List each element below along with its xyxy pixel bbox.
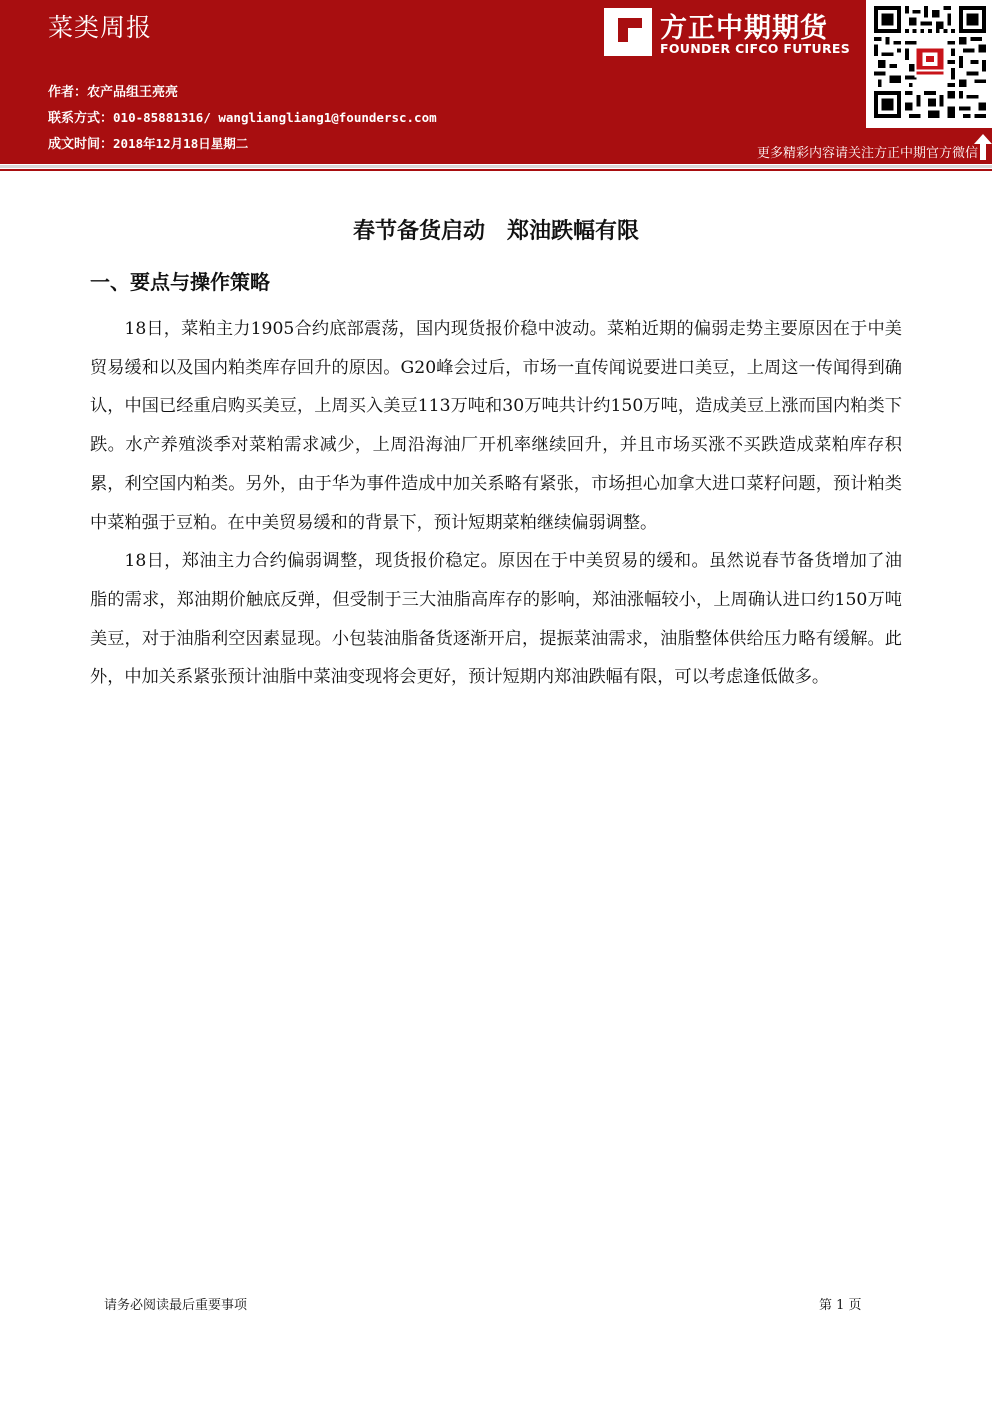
date-value: 2018年12月18日星期二: [113, 136, 249, 151]
document-title: 春节备货启动 郑油跌幅有限: [352, 219, 639, 244]
author-label: 作者：: [48, 85, 88, 100]
logo-chinese-name: 方正中期期货: [660, 13, 828, 44]
header-divider-red: [0, 169, 992, 171]
report-header: [0, 0, 992, 164]
footer-disclaimer: 请务必阅读最后重要事项: [104, 1298, 248, 1313]
date-line: [48, 133, 248, 152]
qr-code-panel: [866, 0, 992, 128]
contact-line: [48, 107, 437, 126]
paragraph-rapeseed-meal: 18日，菜粕主力1905合约底部震荡，国内现货报价稳中波动。菜粕近期的偏弱走势主要原因在于中美贸易缓和以及国内粕类库存回升的原因。G20峰会过后，市场一直传闻说要进口美豆，上周这一传闻得到确认，中国已经重启购买美豆，上周买入美豆113万吨和30万吨共计约150万吨，造成美豆上涨而国内粕类下跌。水产养殖淡季对菜粕需求减少，上周沿海油厂开机率继续回升，并且市场买涨不买跌造成菜粕库存积累，利空国内粕类。另外，由于华为事件造成中加关系略有紧张，市场担心加拿大进口菜籽问题，预计粕类中菜粕强于豆粕。在中美贸易缓和的背景下，预计短期菜粕继续偏弱调整。: [90, 319, 902, 533]
wechat-qr-code-icon[interactable]: [874, 6, 986, 118]
author-value: 农产品组王亮亮: [87, 85, 179, 100]
company-logo: [604, 8, 856, 58]
contact-label: 联系方式：: [48, 111, 114, 126]
section-heading: 一、要点与操作策略: [90, 270, 270, 294]
founder-cifco-logo-icon: [604, 8, 652, 56]
footer-page-number: 第 1 页: [819, 1298, 862, 1313]
header-divider: [0, 165, 992, 168]
logo-english-name: FOUNDER CIFCO FUTURES: [660, 41, 851, 56]
paragraph-rapeseed-oil: 18日，郑油主力合约偏弱调整，现货报价稳定。原因在于中美贸易的缓和。虽然说春节备货增加了油脂的需求，郑油期价触底反弹，但受制于三大油脂高库存的影响，郑油涨幅较小，上周确认进口约150万吨美豆，对于油脂利空因素显现。小包装油脂备货逐渐开启，提振菜油需求，油脂整体供给压力略有缓解。此外，中加关系紧张预计油脂中菜油变现将会更好，预计短期内郑油跌幅有限，可以考虑逢低做多。: [90, 551, 902, 688]
date-label: 成文时间：: [48, 137, 114, 152]
report-type-label: 菜类周报: [48, 13, 153, 42]
contact-value[interactable]: 010-85881316/ wangliangliang1@foundersc.com: [113, 110, 437, 125]
report-body: [90, 310, 902, 697]
author-line: [48, 81, 178, 100]
wechat-follow-prompt: 更多精彩内容请关注方正中期官方微信: [756, 146, 978, 161]
up-arrow-icon: [974, 134, 992, 160]
